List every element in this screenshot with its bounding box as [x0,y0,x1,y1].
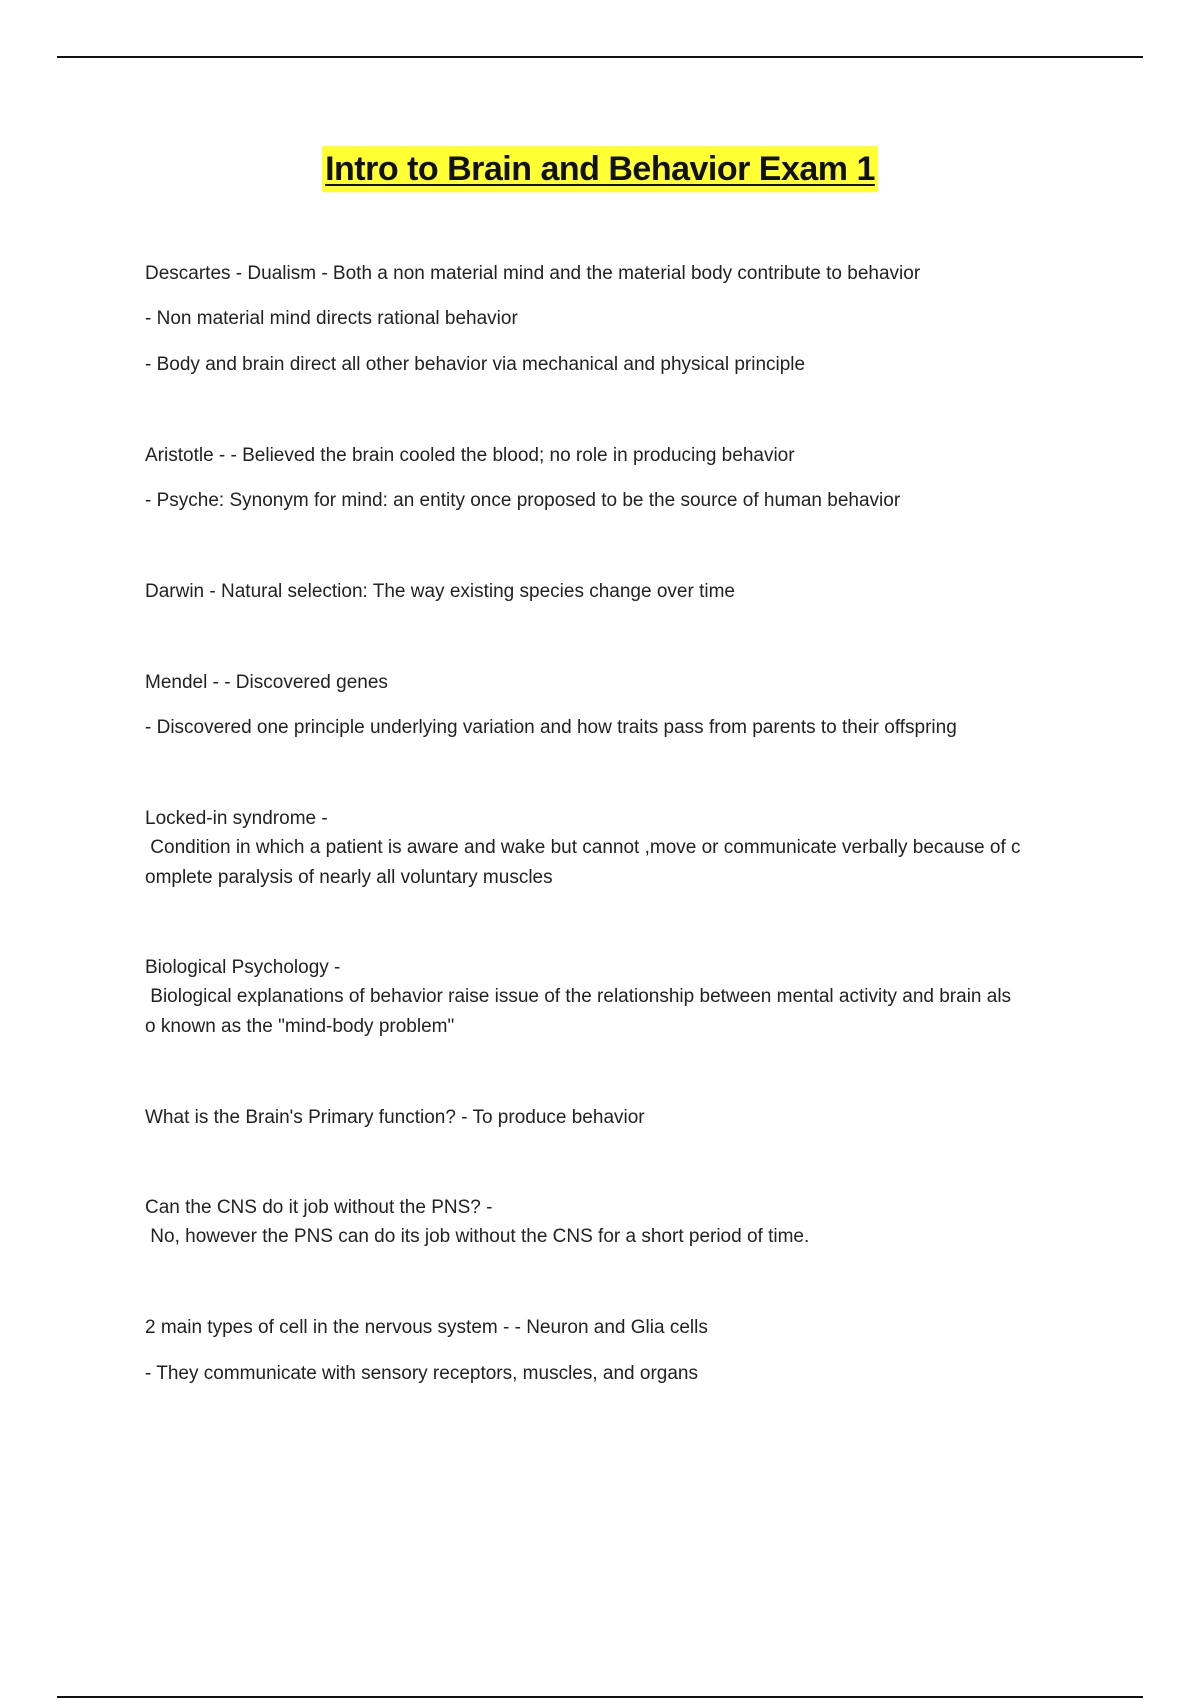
text-line: o known as the "mind-body problem" [145,1016,455,1037]
page-title: Intro to Brain and Behavior Exam 1 [322,146,878,192]
text-line: - Non material mind directs rational behavior [145,308,518,329]
bottom-rule [57,1696,1143,1698]
text-line: Can the CNS do it job without the PNS? - [145,1197,493,1218]
text-line: - Psyche: Synonym for mind: an entity once proposed to be the source of human behavior [145,490,901,511]
text-line: - They communicate with sensory receptors, muscles, and organs [145,1363,698,1384]
text-line: Descartes - Dualism - Both a non material mind and the material body contribute to behavior [145,263,921,284]
text-line: Biological explanations of behavior raise issue of the relationship between mental activity and brain als [145,986,1012,1007]
text-line: Locked-in syndrome - [145,808,328,829]
text-line: What is the Brain's Primary function? - To produce behavior [145,1107,645,1128]
text-line: No, however the PNS can do its job without the CNS for a short period of time. [145,1226,810,1247]
top-rule [57,56,1143,58]
text-line: Darwin - Natural selection: The way existing species change over time [145,581,735,602]
text-line: Condition in which a patient is aware and wake but cannot ,move or communicate verbally because of c [145,837,1021,858]
text-line: - Discovered one principle underlying variation and how traits pass from parents to their offspring [145,717,957,738]
text-line: Mendel - - Discovered genes [145,672,388,693]
text-line: - Body and brain direct all other behavior via mechanical and physical principle [145,354,806,375]
text-line: Aristotle - - Believed the brain cooled the blood; no role in producing behavior [145,445,795,466]
text-line: Biological Psychology - [145,957,341,978]
text-line: omplete paralysis of nearly all voluntary muscles [145,867,553,888]
title-container [0,146,1200,192]
text-line: 2 main types of cell in the nervous system - - Neuron and Glia cells [145,1317,708,1338]
